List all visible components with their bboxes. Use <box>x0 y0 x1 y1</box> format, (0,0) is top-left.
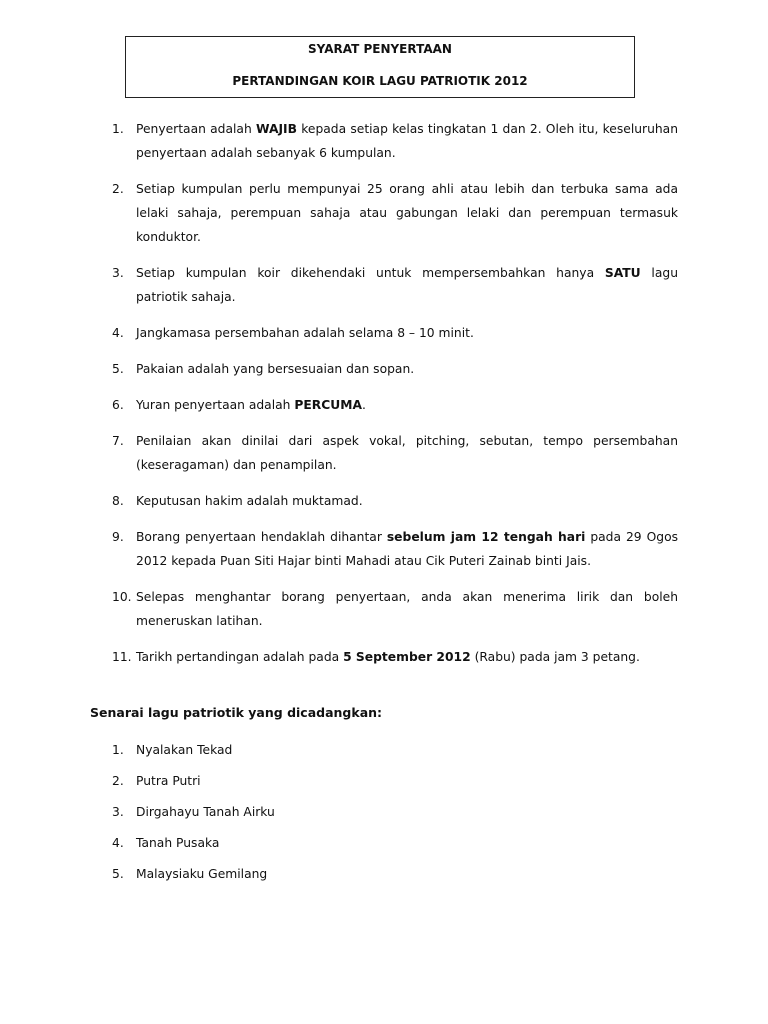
rule-item <box>96 261 678 309</box>
song-number: 4. <box>112 836 124 850</box>
rule-text: Yuran penyertaan adalah <box>136 398 295 412</box>
rule-text: Setiap kumpulan perlu mempunyai 25 orang ahli atau lebih dan terbuka sama ada lelaki sahaja, perempuan sahaja atau gabungan lelaki dan perempuan termasuk konduktor. <box>136 182 678 244</box>
rule-number: 6. <box>112 398 124 412</box>
document-title: SYARAT PENYERTAAN <box>308 42 452 56</box>
song-number: 1. <box>112 743 124 757</box>
rule-number: 4. <box>112 326 124 340</box>
rule-emphasis: WAJIB <box>255 122 298 136</box>
rule-text: . <box>362 398 366 412</box>
rule-item <box>96 117 678 165</box>
song-name: Nyalakan Tekad <box>136 743 233 757</box>
song-name: Putra Putri <box>136 774 201 788</box>
song-item <box>96 769 275 793</box>
song-number: 2. <box>112 774 124 788</box>
song-item <box>96 800 275 824</box>
song-item <box>96 831 275 855</box>
rule-item <box>96 585 678 633</box>
songs-list <box>96 738 275 893</box>
songs-heading: Senarai lagu patriotik yang dicadangkan: <box>90 705 383 720</box>
rule-emphasis: 5 September 2012 <box>343 650 471 664</box>
rule-number: 9. <box>112 530 124 544</box>
rule-text: Selepas menghantar borang penyertaan, anda akan menerima lirik dan boleh meneruskan latihan. <box>136 590 678 628</box>
rule-emphasis: PERCUMA <box>294 398 363 412</box>
rule-text: (Rabu) pada jam 3 petang. <box>470 650 640 664</box>
song-name: Malaysiaku Gemilang <box>136 867 268 881</box>
song-item <box>96 738 275 762</box>
rule-text: Pakaian adalah yang bersesuaian dan sopan. <box>136 362 415 376</box>
rule-number: 11. <box>112 650 132 664</box>
title-box <box>125 36 635 98</box>
rule-item <box>96 525 678 573</box>
rule-number: 2. <box>112 182 124 196</box>
song-number: 3. <box>112 805 124 819</box>
rule-number: 5. <box>112 362 124 376</box>
song-name: Dirgahayu Tanah Airku <box>136 805 275 819</box>
rule-number: 3. <box>112 266 124 280</box>
rule-text: Setiap kumpulan koir dikehendaki untuk mempersembahkan hanya <box>136 266 605 280</box>
rule-number: 1. <box>112 122 124 136</box>
rule-number: 8. <box>112 494 124 508</box>
song-name: Tanah Pusaka <box>136 836 220 850</box>
rule-number: 10. <box>112 590 132 604</box>
rule-text: Penyertaan adalah <box>136 122 256 136</box>
rule-text: Keputusan hakim adalah muktamad. <box>136 494 363 508</box>
rule-text: Borang penyertaan hendaklah dihantar <box>136 530 387 544</box>
rule-text: Jangkamasa persembahan adalah selama 8 – 10 minit. <box>136 326 474 340</box>
rule-item <box>96 357 678 381</box>
rule-text: kepada setiap kelas tingkatan 1 dan 2. Oleh itu, keseluruhan penyertaan adalah sebanyak 6 kumpulan. <box>136 122 678 160</box>
rule-item <box>96 321 678 345</box>
rule-emphasis: sebelum jam 12 tengah hari <box>386 530 586 544</box>
rules-list <box>96 117 678 681</box>
rule-text: lagu patriotik sahaja. <box>136 266 678 304</box>
rule-emphasis: SATU <box>604 266 641 280</box>
rule-item <box>96 489 678 513</box>
rule-item <box>96 177 678 249</box>
song-number: 5. <box>112 867 124 881</box>
rule-item <box>96 393 678 417</box>
rule-number: 7. <box>112 434 124 448</box>
rule-text: Penilaian akan dinilai dari aspek vokal, pitching, sebutan, tempo persembahan (keseragaman) dan penampilan. <box>136 434 678 472</box>
song-item <box>96 862 275 886</box>
document-subtitle: PERTANDINGAN KOIR LAGU PATRIOTIK 2012 <box>232 74 528 88</box>
rule-item <box>96 429 678 477</box>
rule-item <box>96 645 678 669</box>
rule-text: Tarikh pertandingan adalah pada <box>136 650 344 664</box>
rule-text: pada 29 Ogos 2012 kepada Puan Siti Hajar binti Mahadi atau Cik Puteri Zainab binti Jais. <box>136 530 678 568</box>
